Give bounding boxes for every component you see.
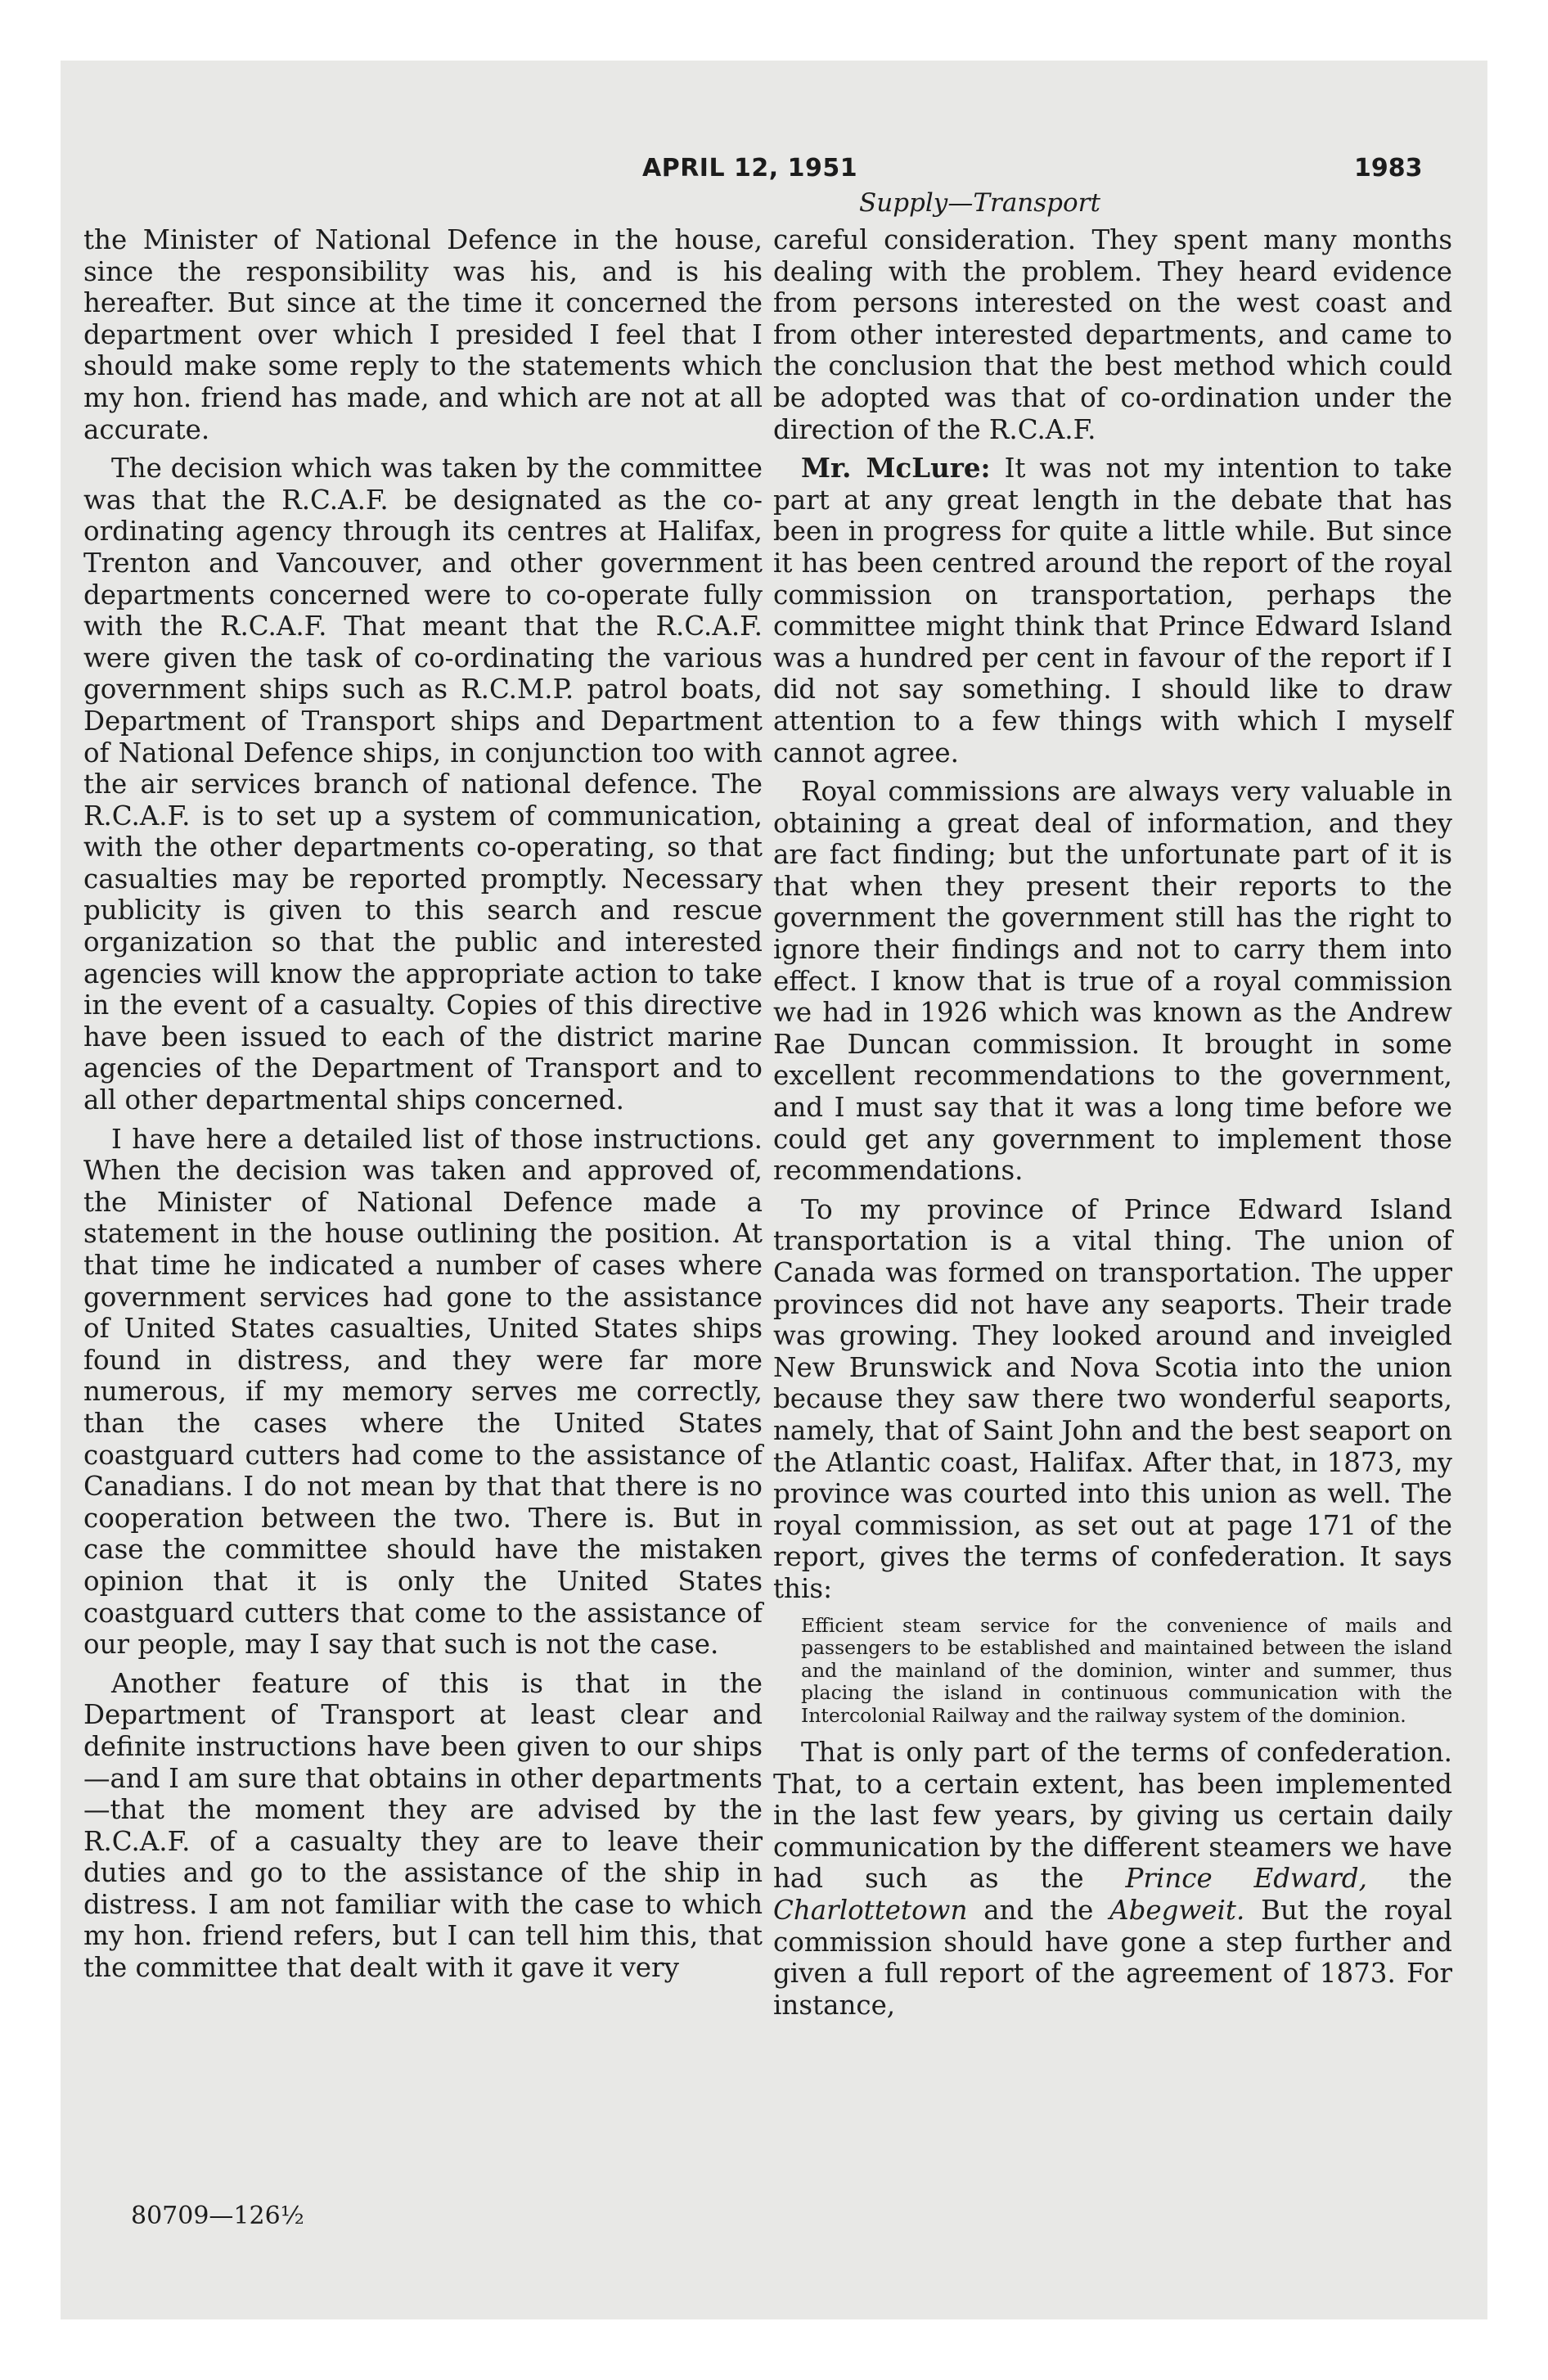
text-run: and the [967, 1895, 1110, 1926]
left-column [83, 224, 763, 1984]
section-heading: Supply—Transport [859, 188, 1100, 218]
right-column [773, 224, 1452, 2021]
paragraph: careful consideration. They spent many months dealing with the problem. They heard evidence from persons interested on the west coast and from other interested departments, and came to the conclusion that the best method which could be adopted was that of co-ordination under the direction of the R.C.A.F. [773, 224, 1452, 445]
paragraph: To my province of Prince Edward Island transportation is a vital thing. The union of Canada was formed on transportation. The upper provinces did not have any seaports. Their trade was growing. They looked around and inveigled New Brunswick and Nova Scotia into the union because they saw there two wonderful seaports, namely, that of Saint John and the best seaport on the Atlantic coast, Halifax. After that, in 1873, my province was courted into this union as well. The royal commission, as set out at page 171 of the report, gives the terms of confederation. It says this: [773, 1193, 1452, 1604]
footer-print-code: 80709—126½ [131, 2202, 304, 2230]
text-run: the [1366, 1863, 1452, 1895]
page-number: 1983 [1354, 154, 1423, 183]
speaker-name: Mr. McLure: [801, 452, 991, 485]
block-quote: Efficient steam service for the convenience of mails and passengers to be established and maintained between the island and the mainland of the dominion, winter and summer, thus placing the island in continuous communication with the Intercolonial Railway and the railway system of the dominion. [801, 1613, 1452, 1727]
paragraph: Another feature of this is that in the Department of Transport at least clear and definite instructions have been given to our ships—and I am sure that obtains in other departments—that the moment they are advised by the R.C.A.F. of a casualty they are to leave their duties and go to the assistance of the ship in distress. I am not familiar with the case to which my hon. friend refers, but I can tell him this, that the committee that dealt with it gave it very [83, 1667, 763, 1984]
ship-name: Prince Edward, [1125, 1863, 1367, 1895]
paragraph: Royal commissions are always very valuable in obtaining a great deal of information, and they are fact finding; but the unfortunate part of it is that when they present their reports to the government the government still has the right to ignore their findings and not to carry them into effect. I know that is true of a royal commission we had in 1926 which was known as the Andrew Rae Duncan commission. It brought in some excellent recommendations to the government, and I must say that it was a long time before we could get any government to implement those recommendations. [773, 776, 1452, 1187]
paragraph [773, 1737, 1452, 2021]
paragraph: the Minister of National Defence in the house, since the responsibility was his, and is his hereafter. But since at the time it concerned the department over which I presided I feel that I should make some reply to the statements which my hon. friend has made, and which are not at all accurate. [83, 224, 763, 445]
speech-paragraph [773, 453, 1452, 769]
running-head-date: APRIL 12, 1951 [642, 154, 858, 183]
text-run: That is only part of the terms of confederation. That, to a certain extent, has been implemented in the last few years, by giving us certain daily communication by the different steamers we have had such as the [773, 1737, 1452, 1895]
text-run: But the royal commission should have gone a step further and given a full report of the agreement of 1873. For instance, [773, 1895, 1452, 2021]
speech-text: It was not my intention to take part at any great length in the debate that has been in progress for quite a little while. But since it has been centred around the report of the royal commission on transportation, perhaps the committee might think that Prince Edward Island was a hundred per cent in favour of the report if I did not say something. I should like to draw attention to a few things with which I myself cannot agree. [773, 453, 1452, 769]
paragraph: I have here a detailed list of those instructions. When the decision was taken and approved of, the Minister of National Defence made a statement in the house outlining the position. At that time he indicated a number of cases where government services had gone to the assistance of United States casualties, United States ships found in distress, and they were far more numerous, if my memory serves me correctly, than the cases where the United States coastguard cutters had come to the assistance of Canadians. I do not mean by that that there is no cooperation between the two. There is. But in case the committee should have the mistaken opinion that it is only the United States coastguard cutters that come to the assistance of our people, may I say that such is not the case. [83, 1123, 763, 1661]
paragraph: The decision which was taken by the committee was that the R.C.A.F. be designated as the co-ordinating agency through its centres at Halifax, Trenton and Vancouver, and other government departments concerned were to co-operate fully with the R.C.A.F. That meant that the R.C.A.F. were given the task of co-ordinating the various government ships such as R.C.M.P. patrol boats, Department of Transport ships and Department of National Defence ships, in conjunction too with the air services branch of national defence. The R.C.A.F. is to set up a system of communication, with the other departments co-operating, so that casualties may be reported promptly. Necessary publicity is given to this search and rescue organization so that the public and interested agencies will know the appropriate action to take in the event of a casualty. Copies of this directive have been issued to each of the district marine agencies of the Department of Transport and to all other departmental ships concerned. [83, 453, 763, 1116]
ship-name: Charlottetown [773, 1895, 968, 1926]
ship-name: Abegweit. [1109, 1895, 1245, 1926]
